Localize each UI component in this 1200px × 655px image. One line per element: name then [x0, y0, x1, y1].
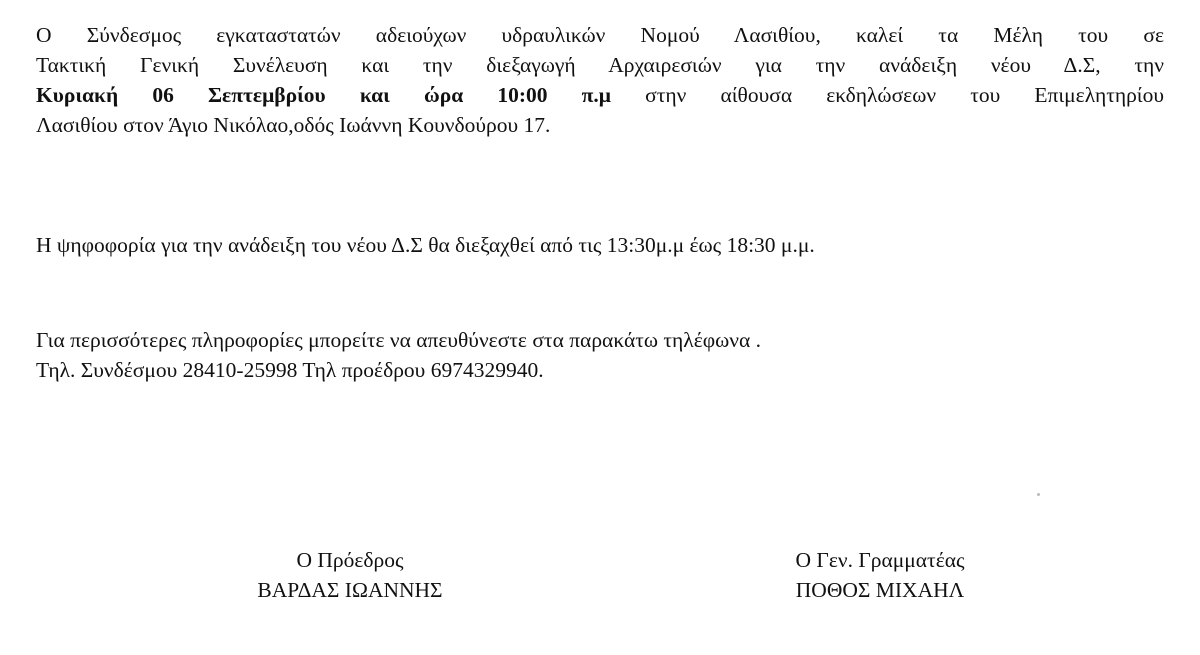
contact-info-line: Για περισσότερες πληροφορίες μπορείτε να απευθύνεστε στα παρακάτω τηλέφωνα .	[36, 328, 762, 352]
secretary-signature-block	[730, 545, 1030, 605]
phone-numbers-line: Τηλ. Συνδέσμου 28410-25998 Τηλ προέδρου 6974329940.	[36, 358, 544, 382]
paragraph-line-date	[36, 80, 1164, 110]
paragraph-line: Τακτική Γενική Συνέλευση και την διεξαγωγή Αρχαιρεσιών για την ανάδειξη νέου Δ.Σ, την	[36, 53, 1164, 77]
contact-paragraph	[36, 325, 1164, 385]
secretary-name: ΠΟΘΟΣ ΜΙΧΑΗΛ	[795, 578, 965, 602]
president-title: Ο Πρόεδρος	[296, 548, 404, 572]
paragraph-line: Ο Σύνδεσμος εγκαταστατών αδειούχων υδραυλικών Νομού Λασιθίου, καλεί τα Μέλη του σε	[36, 23, 1164, 47]
president-name: ΒΑΡΔΑΣ ΙΩΑΝΝΗΣ	[257, 578, 443, 602]
voting-hours-line: Η ψηφοφορία για την ανάδειξη του νέου Δ.Σ θα διεξαχθεί από τις 13:30μ.μ έως 18:30 μ.μ.	[36, 233, 815, 257]
meeting-venue: στην αίθουσα εκδηλώσεων του Επιμελητηρίου	[611, 83, 1164, 107]
announcement-paragraph	[36, 20, 1164, 140]
paragraph-line: Λασιθίου στον Άγιο Νικόλαο,οδός Ιωάννη Κουνδούρου 17.	[36, 113, 551, 137]
voting-paragraph	[36, 230, 1164, 260]
president-signature-block	[200, 545, 500, 605]
secretary-title: Ο Γεν. Γραμματέας	[795, 548, 965, 572]
meeting-date-time: Κυριακή 06 Σεπτεμβρίου και ώρα 10:00 π.μ	[36, 83, 611, 107]
scan-speck	[1037, 493, 1040, 496]
